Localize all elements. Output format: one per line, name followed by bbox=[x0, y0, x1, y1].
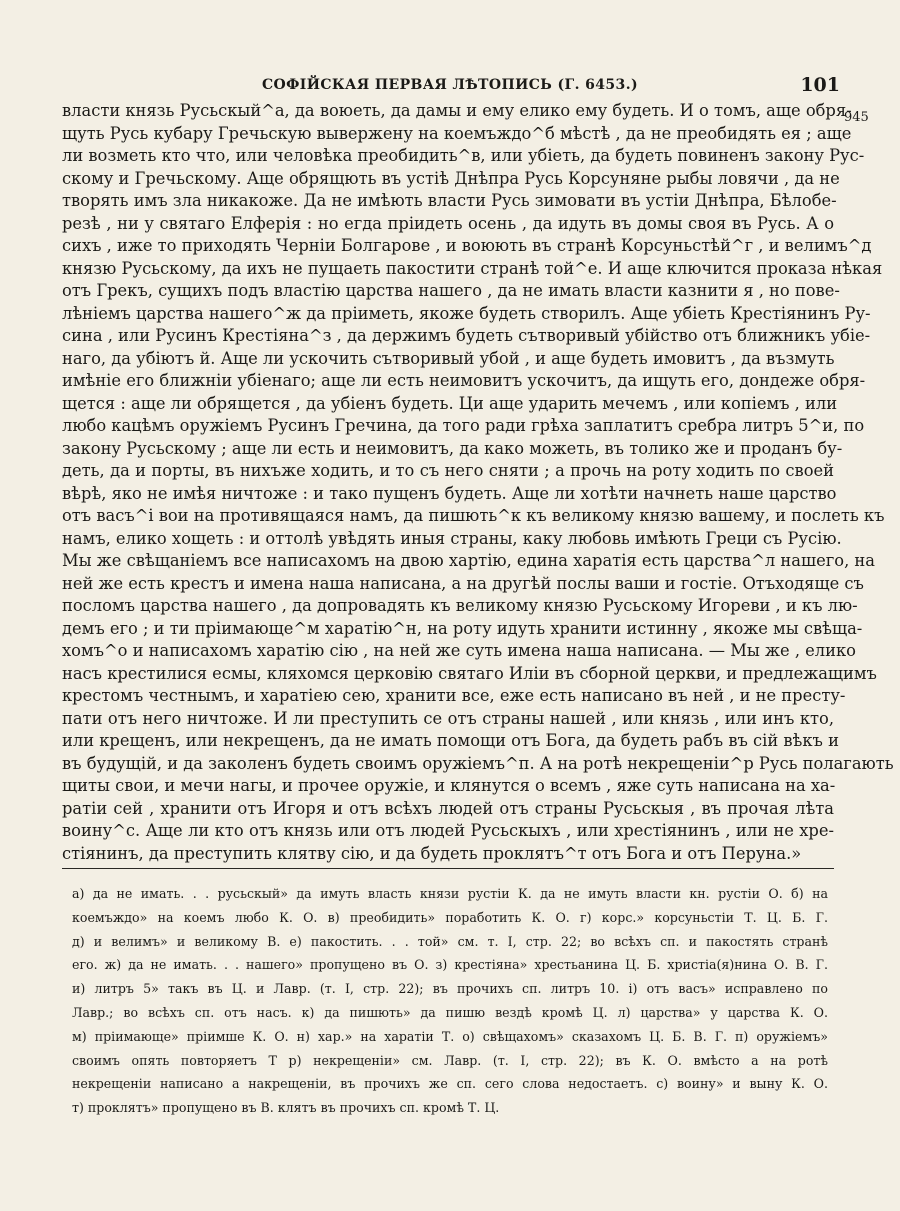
running-head bbox=[60, 74, 840, 98]
text-line: щется : аще ли обрящется , да убіенъ будеть. Ци аще ударить мечемъ , или копіемъ , или bbox=[62, 393, 838, 413]
text-line: сина , или Русинъ Крестіяна^з , да держимъ будеть сътворивый убійство отъ ближникъ убіе- bbox=[62, 326, 871, 345]
text-line: скому и Гречьскому. Аще обрящють въ устіѣ Днѣпра Русь Корсуняне рыбы ловячи , да не bbox=[62, 168, 840, 188]
text-line: ратіи сей , хранити отъ Игоря и отъ всѣхъ людей отъ страны Русьскыя , въ прочая лѣта bbox=[62, 798, 834, 818]
text-line: посломъ царства нашего , да допровадять къ великому князю Русьскому Игореви , и къ лю- bbox=[62, 596, 858, 615]
text-line: щуть Русь кубару Гречьскую вывержену на коемъждо^б мѣстѣ , да не преобидять ея ; аще bbox=[62, 123, 852, 143]
text-line: князю Русьскому, да ихъ не пущаеть пакостити странѣ той^е. И аще ключится проказа нѣкая bbox=[62, 258, 883, 278]
text-line: отъ Грекъ, сущихъ подъ властію царства нашего , да не имать власти казнити я , но пове- bbox=[62, 281, 840, 300]
text-line: пати отъ него ничтоже. И ли преступить се отъ страны нашей , или князь , или инъ кто, bbox=[62, 708, 834, 728]
footnote-line: д) и велимъ» и великому В. е) пакостить. . . той» см. т. I, стр. 22; во всѣхъ сп. и пакостять странѣ bbox=[72, 933, 828, 949]
text-line: насъ крестилися есмы, кляхомся церковію святаго Иліи въ сборной церкви, и предлежащимъ bbox=[62, 663, 877, 683]
footnote-line: а) да не имать. . . русьскый» да имуть власть князи рустіи К. да не имуть власти кн. рустіи О. б) на bbox=[72, 886, 828, 901]
footnote-line: коемъждо» на коемъ любо К. О. в) преобидить» поработить К. О. г) корс.» корсуньстіи Т. Ц. Б. Г. bbox=[72, 909, 828, 925]
text-line: отъ васъ^і вои на противящаяся намъ, да пишють^к къ великому князю вашему, и послеть къ bbox=[62, 506, 885, 525]
text-line: закону Русьскому ; аще ли есть и неимовитъ, да како можеть, въ толико же и проданъ бу- bbox=[62, 438, 843, 458]
footnote-line: Лавр.; во всѣхъ сп. отъ насъ. к) да пишють» да пишю вездѣ кромѣ Ц. л) царства» у царства К. О. bbox=[72, 1004, 828, 1020]
footnote-line: некрещеніи написано а накрещеніи, въ прочихъ же сп. сего слова недостаетъ. с) воину» и выну К. О. bbox=[72, 1076, 828, 1092]
text-line: власти князь Русьскый^а, да воюеть, да дамы и ему елико ему будеть. И о томъ, аще обря- bbox=[62, 101, 852, 120]
text-line: деть, да и порты, въ нихъже ходить, и то съ него сняти ; а прочь на роту ходить по своей bbox=[62, 461, 834, 480]
text-line: крестомъ честнымъ, и харатіею сею, хранити все, еже есть написано въ ней , и не престу- bbox=[62, 686, 846, 705]
text-line: демъ его ; и ти пріимающе^м харатію^н, на роту идуть хранити истинну , якоже мы свѣща- bbox=[62, 618, 863, 638]
footnotes-block bbox=[72, 882, 828, 1120]
text-line: хомъ^о и написахомъ харатію сію , на ней же суть имена наша написана. — Мы же , елико bbox=[62, 641, 856, 660]
text-line: лѣніемъ царства нашего^ж да пріиметь, якоже будеть створилъ. Аще убіеть Крестіянинъ Ру- bbox=[62, 303, 871, 323]
footnote-rule bbox=[62, 868, 834, 869]
page-number: 101 bbox=[800, 74, 840, 96]
text-line: вѣрѣ, яко не имѣя ничтоже : и тако пущенъ будеть. Аще ли хотѣти начнеть наше царство bbox=[62, 483, 837, 503]
running-title: СОФІЙСКАЯ ПЕРВАЯ ЛѢТОПИСЬ (Г. 6453.) bbox=[261, 77, 638, 93]
footnote-line: т) проклятъ» пропущено въ В. клятъ въ прочихъ сп. кромѣ Т. Ц. bbox=[72, 1100, 500, 1116]
text-line: наго, да убіютъ й. Аще ли ускочить сътворивый убой , и аще будеть имовитъ , да възмуть bbox=[62, 348, 835, 368]
text-line: или крещенъ, или некрещенъ, да не имать помощи отъ Бога, да будеть рабъ въ сій вѣкъ и bbox=[62, 731, 839, 750]
text-line: ней же есть крестъ и имена наша написана, а на другѣй послы ваши и гостіе. Отъходяще съ bbox=[62, 573, 864, 593]
text-line: сихъ , иже то приходять Черніи Болгарове , и воюють въ странѣ Корсуньстѣй^г , и велимъ^д bbox=[62, 236, 872, 255]
text-line: резѣ , ни у святаго Елферія : но егда пріидеть осень , да идуть въ домы своя въ Русь. А о bbox=[62, 213, 834, 233]
text-line: намъ, елико хощеть : и оттолѣ увѣдять иныя страны, каку любовь имѣють Греци съ Русію. bbox=[62, 528, 842, 548]
text-line: стіянинъ, да преступить клятву сію, и да будеть проклятъ^т отъ Бога и отъ Перуна.» bbox=[62, 843, 802, 863]
text-line: имѣніе его ближніи убіенаго; аще ли есть неимовитъ ускочитъ, да ищуть его, дондеже обря- bbox=[62, 371, 866, 390]
text-line: воину^с. Аще ли кто отъ князь или отъ людей Русьскыхъ , или хрестіянинъ , или не хре- bbox=[62, 821, 834, 840]
margin-year-note: 945 bbox=[844, 110, 869, 125]
text-line: въ будущій, и да заколенъ будеть своимъ оружіемъ^п. А на ротѣ некрещеніи^р Русь полагають bbox=[62, 753, 894, 773]
footnote-line: его. ж) да не имать. . . нашего» пропущено въ О. з) крестіяна» хрестьанина Ц. Б. христіа(я)нина О. В. Г. bbox=[72, 957, 828, 973]
text-line: творять имъ зла никакоже. Да не имѣють власти Русь зимовати въ устіи Днѣпра, Бѣлобе- bbox=[62, 191, 837, 210]
text-line: ли возметь кто что, или человѣка преобидить^в, или убіеть, да будеть повиненъ закону Рус- bbox=[62, 146, 865, 165]
footnote-line: своимъ опять повторяетъ Т р) некрещеніи» см. Лавр. (т. I, стр. 22); въ К. О. вмѣсто а на ротѣ bbox=[72, 1052, 828, 1068]
text-line: любо кацѣмъ оружіемъ Русинъ Гречина, да того ради грѣха заплатитъ сребра литръ 5^и, по bbox=[62, 416, 865, 435]
footnote-line: м) пріимающе» пріимше К. О. н) хар.» на харатіи Т. о) свѣщахомъ» сказахомъ Ц. Б. В. Г. п) оружіемъ» bbox=[72, 1028, 828, 1044]
text-line: щиты свои, и мечи нагы, и прочее оружіе, и клянутся о всемъ , яже суть написана на ха- bbox=[62, 776, 836, 795]
text-line: Мы же свѣщаніемъ все написахомъ на двою хартію, едина харатія есть царства^л нашего, на bbox=[62, 551, 875, 570]
footnote-line: и) литръ 5» такъ въ Ц. и Лавр. (т. I, стр. 22); въ прочихъ сп. литръ 10. і) отъ васъ» исправлено по bbox=[72, 981, 828, 997]
